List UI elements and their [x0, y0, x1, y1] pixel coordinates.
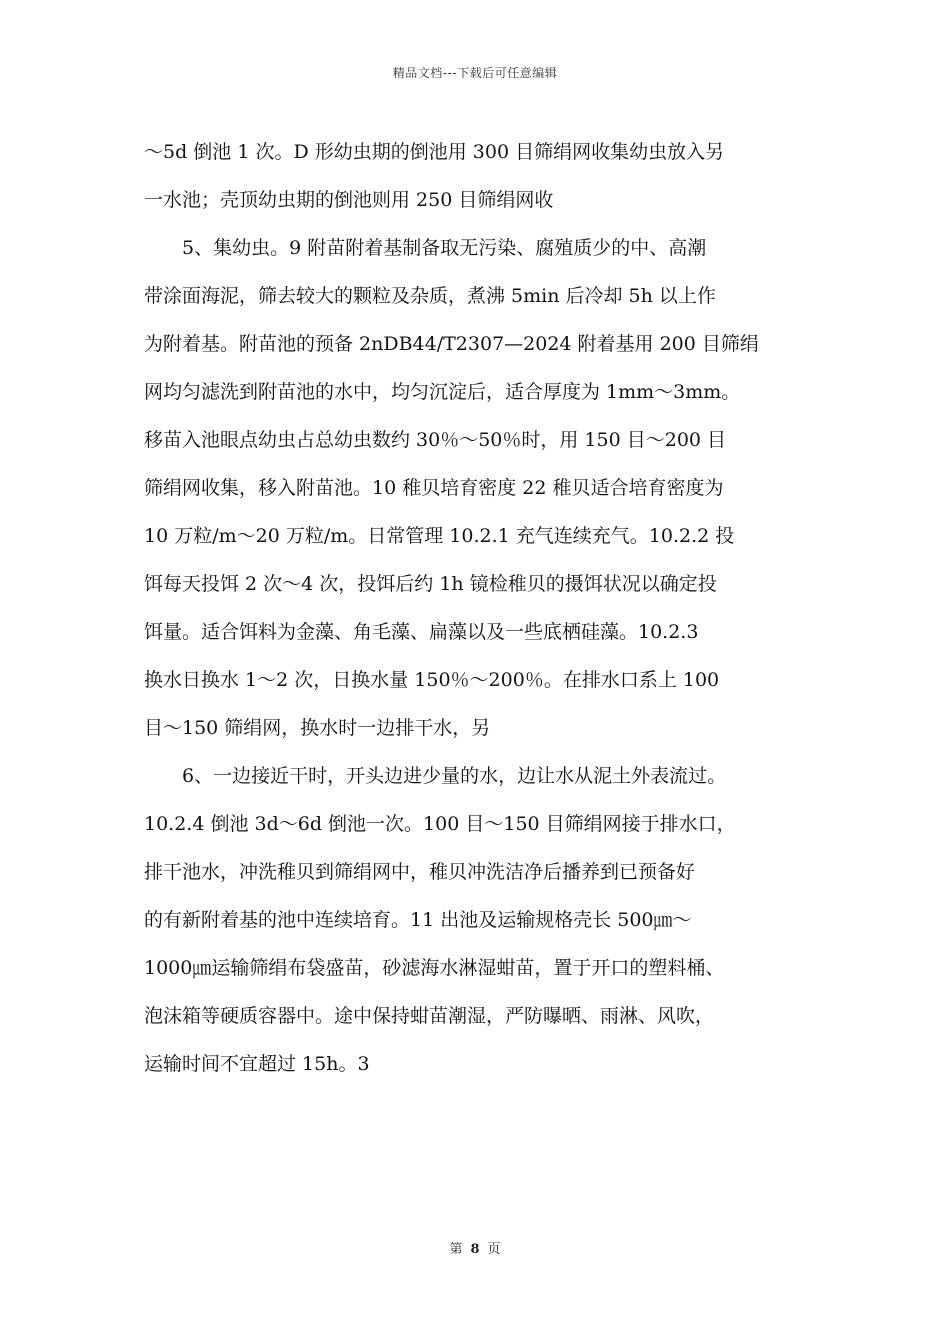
page-footer — [0, 1238, 950, 1257]
text-line: 10 万粒/m～20 万粒/m。日常管理 10.2.1 充气连续充气。10.2.2 投 — [144, 525, 735, 547]
text-line: 一水池；壳顶幼虫期的倒池则用 250 目筛绢网收 — [144, 189, 554, 211]
text-line: 的有新附着基的池中连续培育。11 出池及运输规格壳长 500㎛～ — [144, 909, 692, 931]
page-prefix: 第 — [449, 1242, 463, 1257]
document-body — [144, 128, 812, 1088]
text-line: 排干池水，冲洗稚贝到筛绢网中，稚贝冲洗洁净后播养到已预备好 — [144, 861, 696, 883]
page-suffix: 页 — [487, 1242, 501, 1257]
text-line: 泡沫箱等硬质容器中。途中保持蚶苗潮湿，严防曝晒、雨淋、风吹， — [144, 1005, 715, 1027]
page-number: 8 — [470, 1242, 480, 1257]
text-line: 为附着基。附苗池的预备 2nDB44/T2307—2024 附着基用 200 目筛绢 — [144, 333, 759, 355]
text-line: 目～150 筛绢网，换水时一边排干水，另 — [144, 717, 491, 739]
text-line: 10.2.4 倒池 3d～6d 倒池一次。100 目～150 目筛绢网接于排水口， — [144, 813, 736, 835]
text-line: 运输时间不宜超过 15h。3 — [144, 1053, 370, 1075]
text-line: 移苗入池眼点幼虫占总幼虫数约 30％～50％时，用 150 目～200 目 — [144, 429, 727, 451]
text-line: ～5d 倒池 1 次。D 形幼虫期的倒池用 300 目筛绢网收集幼虫放入另 — [144, 141, 725, 163]
text-line: 饵量。适合饵料为金藻、角毛藻、扁藻以及一些底栖硅藻。10.2.3 — [144, 621, 699, 643]
page-header: 精品文档---下载后可任意编辑 — [392, 66, 558, 80]
text-line: 1000㎛运输筛绢布袋盛苗，砂滤海水淋湿蚶苗，置于开口的塑料桶、 — [144, 957, 725, 979]
paragraph-start-line: 6、一边接近干时，开头边进少量的水，边让水从泥土外表流过。 — [182, 765, 727, 787]
text-line: 饵每天投饵 2 次～4 次，投饵后约 1h 镜检稚贝的摄饵状况以确定投 — [144, 573, 717, 595]
text-line: 筛绢网收集，移入附苗池。10 稚贝培育密度 22 稚贝适合培育密度为 — [144, 477, 724, 499]
text-line: 换水日换水 1～2 次，日换水量 150％～200％。在排水口系上 100 — [144, 669, 720, 691]
text-line: 网均匀滤洗到附苗池的水中，均匀沉淀后，适合厚度为 1mm～3mm。 — [144, 381, 741, 403]
text-line: 带涂面海泥，筛去较大的颗粒及杂质，煮沸 5min 后冷却 5h 以上作 — [144, 285, 716, 307]
paragraph-start-line: 5、集幼虫。9 附苗附着基制备取无污染、腐殖质少的中、高潮 — [182, 237, 707, 259]
